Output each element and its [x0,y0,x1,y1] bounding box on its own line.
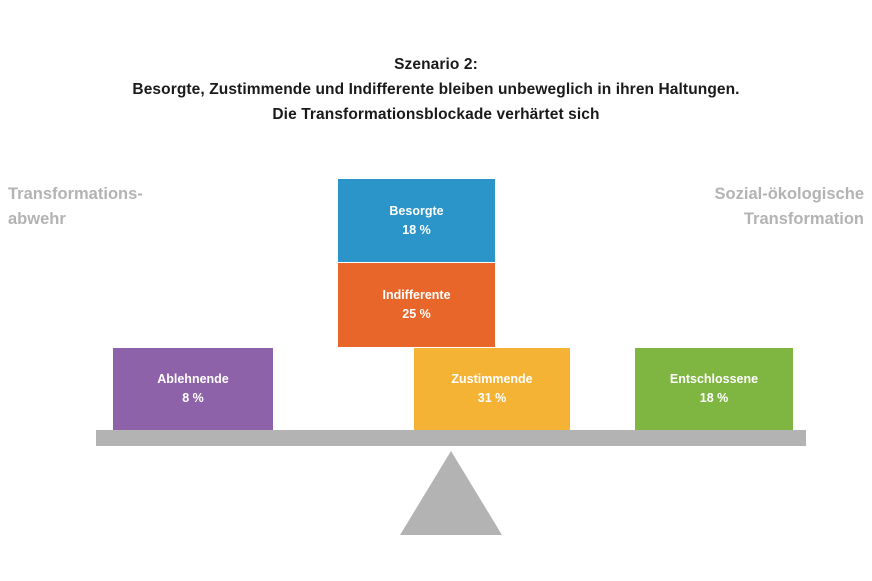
page-title [0,52,872,127]
block-value: 25 % [402,307,431,321]
seesaw-fulcrum-icon [400,451,502,535]
block-label: Entschlossene [669,372,759,386]
block-indifferente [338,263,495,347]
block-label: Zustimmende [451,372,533,386]
title-line-2: Besorgte, Zustimmende und Indifferente bleiben unbeweglich in ihren Haltungen. [132,81,740,98]
axis-label-right [604,182,864,232]
seesaw-beam [96,430,806,446]
axis-label-right-line-1: Sozial-ökologische [714,185,864,203]
block-value: 31 % [477,391,507,405]
axis-label-right-line-2: Transformation [743,210,864,228]
block-label: Besorgte [389,203,444,218]
title-line-3: Die Transformationsblockade verhärtet sich [272,106,600,123]
axis-label-left-line-1: Transformations- [8,185,143,203]
block-value: 18 % [699,391,729,405]
block-value: 8 % [182,391,204,405]
title-line-1: Szenario 2: [394,56,478,73]
block-zustimmende [414,348,570,430]
axis-label-left [8,182,238,232]
axis-label-left-line-2: abwehr [8,210,66,228]
block-value: 18 % [402,222,431,237]
block-label: Indifferente [382,288,451,302]
block-label: Ablehnende [157,372,229,386]
block-entschlossene [635,348,793,430]
block-besorgte [338,179,495,262]
block-ablehnende [113,348,273,430]
